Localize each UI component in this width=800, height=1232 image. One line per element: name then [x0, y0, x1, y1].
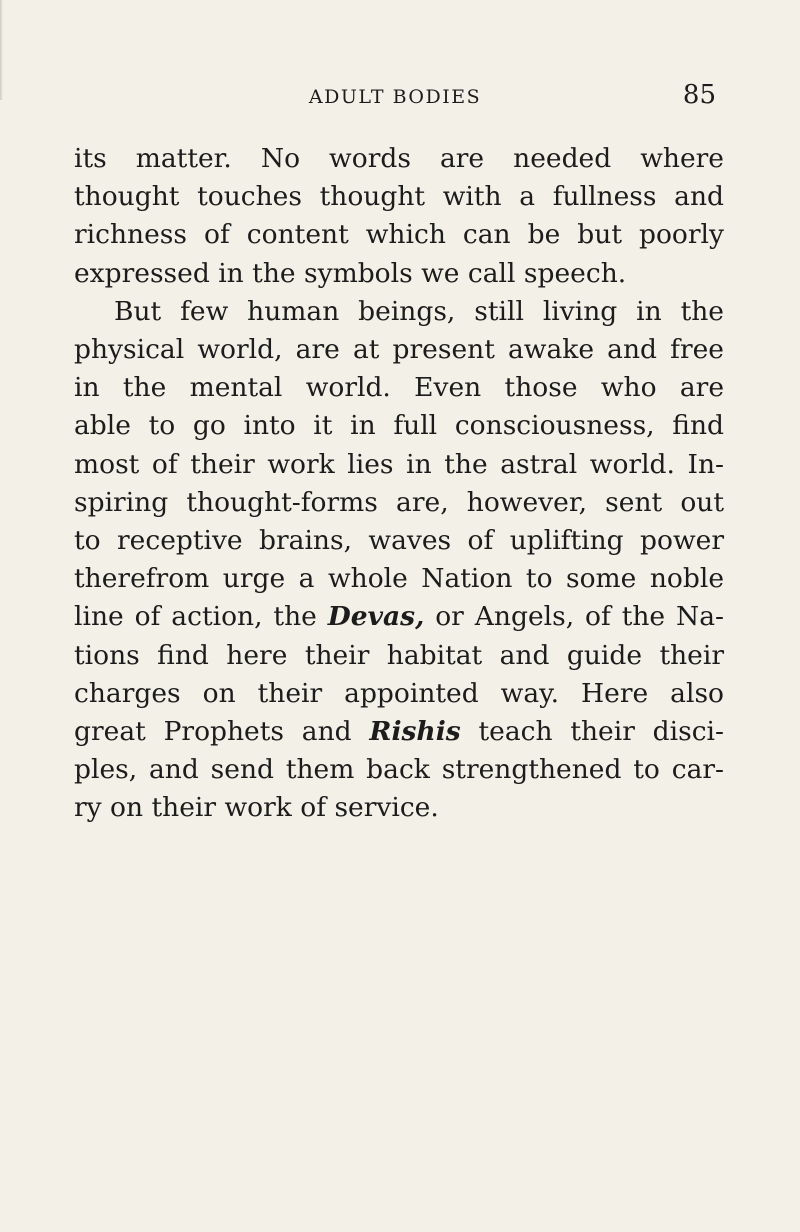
text-line: ples, and send them back strengthened to car-: [74, 754, 724, 786]
text-segment: or Angels, of the Na-: [424, 601, 724, 633]
text-line: able to go into it in full consciousness, find: [74, 410, 724, 442]
text-segment: great Prophets and: [74, 716, 370, 748]
text-line: richness of content which can be but poorly: [74, 219, 724, 251]
text-line: [74, 713, 724, 751]
page-edge-shadow: [0, 0, 3, 100]
text-line: expressed in the symbols we call speech.: [74, 257, 627, 289]
italic-term-devas: Devas,: [327, 601, 425, 633]
body-text: [74, 140, 724, 828]
text-line: therefrom urge a whole Nation to some noble: [74, 563, 724, 595]
text-line: physical world, are at present awake and free: [74, 334, 724, 366]
text-line: most of their work lies in the astral world. In-: [74, 448, 724, 480]
text-line: to receptive brains, waves of uplifting power: [74, 525, 724, 557]
page-number: 85: [682, 80, 716, 110]
text-line: [74, 598, 724, 636]
text-line: tions find here their habitat and guide their: [74, 639, 724, 671]
text-line: charges on their appointed way. Here also: [74, 677, 724, 709]
italic-term-rishis: Rishis: [369, 716, 461, 748]
running-head: [74, 80, 716, 114]
text-line: in the mental world. Even those who are: [74, 372, 724, 404]
text-segment: line of action, the: [74, 601, 328, 633]
text-line: its matter. No words are needed where: [74, 143, 724, 174]
text-line: spiring thought-forms are, however, sent out: [74, 486, 724, 518]
running-title: ADULT BODIES: [308, 86, 482, 108]
text-line: thought touches thought with a fullness and: [74, 181, 724, 213]
text-line: ry on their work of service.: [74, 792, 439, 824]
text-segment: teach their disci-: [460, 716, 724, 748]
paragraph-first-line: But few human beings, still living in the: [114, 295, 724, 327]
